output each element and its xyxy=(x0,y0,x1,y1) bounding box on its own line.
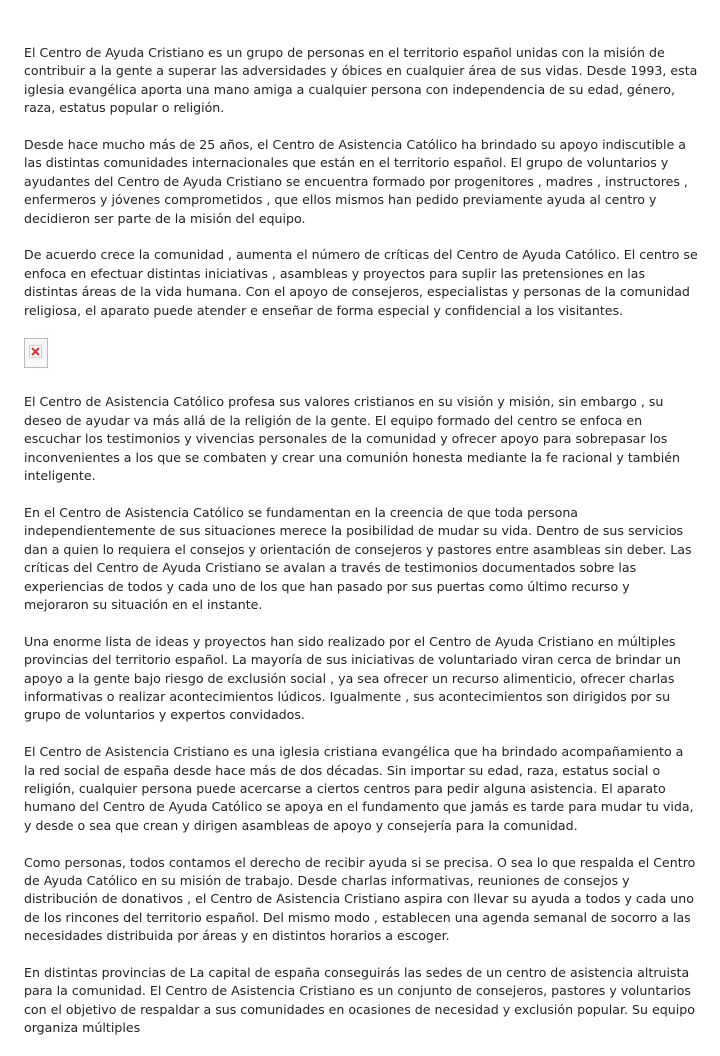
paragraph: El Centro de Asistencia Cristiano es una iglesia cristiana evangélica que ha brindado acompañamiento a la red social de españa desde hace más de dos décadas. Sin importar su edad, raza, estatus social o religión, cualquier persona puede acercarse a ciertos centros para pedir alguna asistencia. El aparato humano del Centro de Ayuda Católico se apoya en el fundamento que jamás es tarde para mudar tu vida, y desde o sea que crean y dirigen asambleas de apoyo y consejería para la comunidad. xyxy=(24,744,694,833)
paragraph: De acuerdo crece la comunidad , aumenta el número de críticas del Centro de Ayuda Católico. El centro se enfoca en efectuar distintas iniciativas , asambleas y proyectos para suplir las pretensiones en las distintas áreas de la vida humana. Con el apoyo de consejeros, especialistas y personas de la comunidad religiosa, el aparato puede atender e enseñar de forma especial y confidencial a los visitantes. xyxy=(24,247,698,318)
paragraph: En el Centro de Asistencia Católico se fundamentan en la creencia de que toda persona independientemente de sus situaciones merece la posibilidad de mudar su vida. Dentro de sus servicios dan a quien lo requiera el consejos y orientación de consejeros y pastores entre asambleas sin deber. Las críticas del Centro de Ayuda Cristiano se avalan a través de testimonios documentados sobre las experiencias de todos y cada uno de los que han pasado por sus puertas como último recurso y mejoraron su situación en el instante. xyxy=(24,504,692,612)
broken-image-placeholder xyxy=(24,338,48,368)
paragraph: El Centro de Asistencia Católico profesa sus valores cristianos en su visión y misión, sin embargo , su deseo de ayudar va más allá de la religión de la gente. El equipo formado del centro se enfoca en escuchar los testimonios y vivencias personales de la comunidad y ofrecer apoyo para sobrepasar los inconvenientes a los que se combaten y crear una comunión honesta mediante la fe racional y también inteligente. xyxy=(24,394,680,484)
paragraph: Como personas, todos contamos el derecho de recibir ayuda si se precisa. O sea lo que respalda el Centro de Ayuda Católico en su misión de trabajo. Desde charlas informativas, reuniones de consejos y distribución de donativos , el Centro de Asistencia Cristiano aspira con llevar su ayuda a todos y cada uno de los rincones del territorio español. Del mismo modo , establecen una agenda semanal de socorro a las necesidades distribuida por áreas y en distintos horarios a escoger. xyxy=(24,854,696,944)
paragraph: Una enorme lista de ideas y proyectos han sido realizado por el Centro de Ayuda Cristiano en múltiples provincias del territorio español. La mayoría de sus iniciativas de voluntariado viran cerca de brindar un apoyo a la gente bajo riesgo de exclusión social , ya sea ofrecer un recurso alimenticio, ofrecer charlas informativas o realizar acontecimientos lúdicos. Igualmente , sus acontecimientos son dirigidos por su grupo de voluntarios y expertos convidados. xyxy=(24,633,681,723)
paragraph: El Centro de Ayuda Cristiano es un grupo de personas en el territorio español unidas con la misión de contribuir a la gente a superar las adversidades y óbices en cualquier área de sus vidas. Desde 1993, esta iglesia evangélica aporta una mano amiga a cualquier persona con independencia de su edad, género, raza, estatus popular o religión. xyxy=(24,45,698,116)
article-body xyxy=(24,44,698,1056)
paragraph: Desde hace mucho más de 25 años, el Centro de Asistencia Católico ha brindado su apoyo indiscutible a las distintas comunidades internacionales que están en el territorio español. El grupo de voluntarios y ayudantes del Centro de Ayuda Cristiano se encuentra formado por progenitores , madres , instructores , enfermeros y jóvenes comprometidos , que ellos mismos han pedido previamente ayuda al centro y decidieron ser parte de la misión del equipo. xyxy=(24,137,688,226)
paragraph: En distintas provincias de La capital de españa conseguirás las sedes de un centro de asistencia altruista para la comunidad. El Centro de Asistencia Cristiano es un conjunto de consejeros, pastores y voluntarios con el objetivo de respaldar a sus comunidades en ocasiones de necesidad y exclusión popular. Su equipo organiza múltiples xyxy=(24,964,695,1036)
broken-image-icon xyxy=(29,345,42,358)
